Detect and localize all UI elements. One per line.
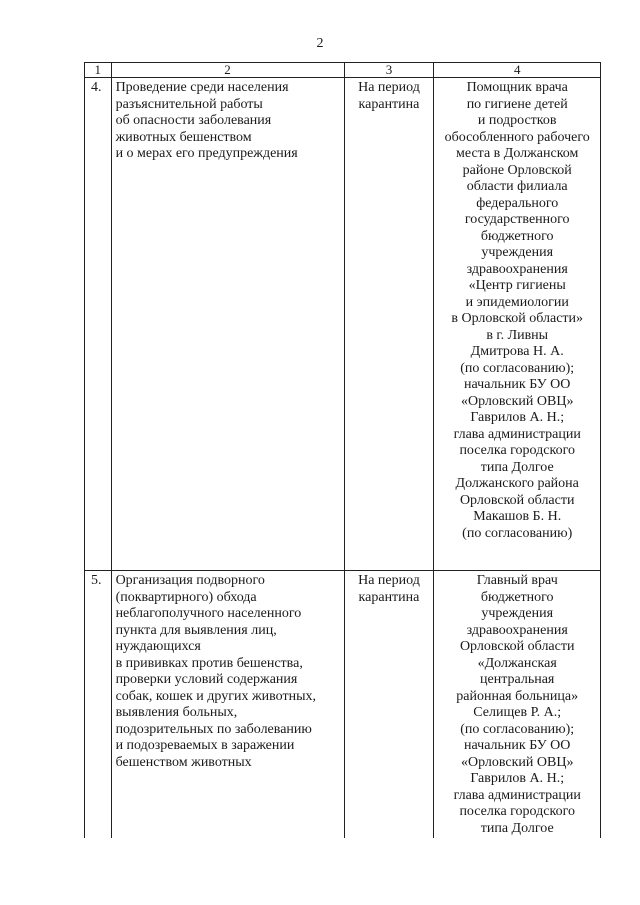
text-line: Селищев Р. А.; [473,705,562,720]
header-col-2: 2 [111,63,344,78]
text-line: центральная [480,672,555,687]
text-line: «Центр гигиены [468,278,566,293]
text-line: в прививках против бешенства, [115,655,303,671]
text-line: районе Орловской [462,162,572,178]
text-line: бешенством животных [115,754,252,770]
measure-cell [111,78,344,571]
text-line: (по согласованию); [460,360,575,376]
table-row [85,78,601,571]
text-line: районная больница» [456,688,579,704]
text-line: проверки условий содержания [115,672,298,687]
period-cell [344,571,434,839]
text-line: Гаврилов А. Н.; [470,410,565,425]
text-line: бюджетного [480,589,554,605]
header-col-4: 4 [434,63,601,78]
text-line: государственного [464,212,570,227]
text-line: Организация подворного [115,573,265,588]
text-line: здравоохранения [466,261,568,277]
text-line: и эпидемиологии [465,294,569,310]
text-line: животных бешенством [115,129,252,145]
header-col-1: 1 [85,63,112,78]
text-line: области филиала [466,179,568,194]
text-line: карантина [358,589,420,605]
text-line: глава администрации [453,787,581,803]
text-line: в Орловской области» [451,311,584,326]
text-line: нуждающихся [115,639,201,654]
header-col-3: 3 [344,63,434,78]
text-line: и о мерах его предупреждения [115,146,298,161]
text-line: Дмитрова Н. А. [470,344,564,359]
text-line: На период [358,573,420,588]
text-line: и подозреваемых в заражении [115,738,295,753]
text-line: «Орловский ОВЦ» [460,393,574,409]
text-line: (по согласованию); [460,721,575,737]
text-line: неблагополучного населенного [115,606,302,621]
text-line: (по согласованию) [462,525,573,541]
text-line: начальник БУ ОО [464,738,571,753]
text-line: поселка городского [459,443,575,458]
text-line: обособленного рабочего [444,129,590,145]
measures-table [84,62,601,838]
text-line: пункта для выявления лиц, [115,622,277,638]
table-header-row [85,63,601,78]
text-line: Макашов Б. Н. [473,509,562,524]
text-line: учреждения [481,606,554,621]
text-line: Орловской области [459,639,575,654]
text-line: Главный врач [476,573,558,588]
text-line: выявления больных, [115,705,238,720]
text-line: об опасности заболевания [115,113,272,128]
page-number: 2 [316,36,324,51]
responsible-cell [434,78,601,571]
row-number: 4. [85,78,112,571]
period-cell [344,78,434,571]
text-line: На период [358,80,420,95]
text-line: Должанского района [455,476,579,491]
text-line: учреждения [481,245,554,260]
text-line: глава администрации [453,426,581,442]
responsible-cell [434,571,601,839]
text-line: Помощник врача [466,80,568,95]
text-line: Гаврилов А. Н.; [470,771,565,786]
text-line: начальник БУ ОО [464,377,571,392]
row-number: 5. [85,571,112,839]
text-line: собак, кошек и других животных, [115,688,316,704]
text-line: «Должанская [477,655,557,671]
text-line: Орловской области [459,492,575,508]
text-line: по гигиене детей [466,96,568,112]
text-line: здравоохранения [466,622,568,638]
text-line: разъяснительной работы [115,96,263,112]
text-line: федерального [476,195,559,211]
text-line: (поквартирного) обхода [115,589,257,605]
text-line: типа Долгое [480,459,554,475]
text-line: типа Долгое [480,820,554,836]
text-line: места в Должанском [456,146,579,161]
text-line: подозрительных по заболеванию [115,721,312,737]
text-line: бюджетного [480,228,554,244]
table-row [85,571,601,839]
text-line: карантина [358,96,420,112]
measure-cell [111,571,344,839]
text-line: и подростков [477,113,557,128]
text-line: в г. Ливны [486,327,549,343]
text-line: «Орловский ОВЦ» [460,754,574,770]
text-line: Проведение среди населения [115,80,289,95]
text-line: поселка городского [459,804,575,819]
